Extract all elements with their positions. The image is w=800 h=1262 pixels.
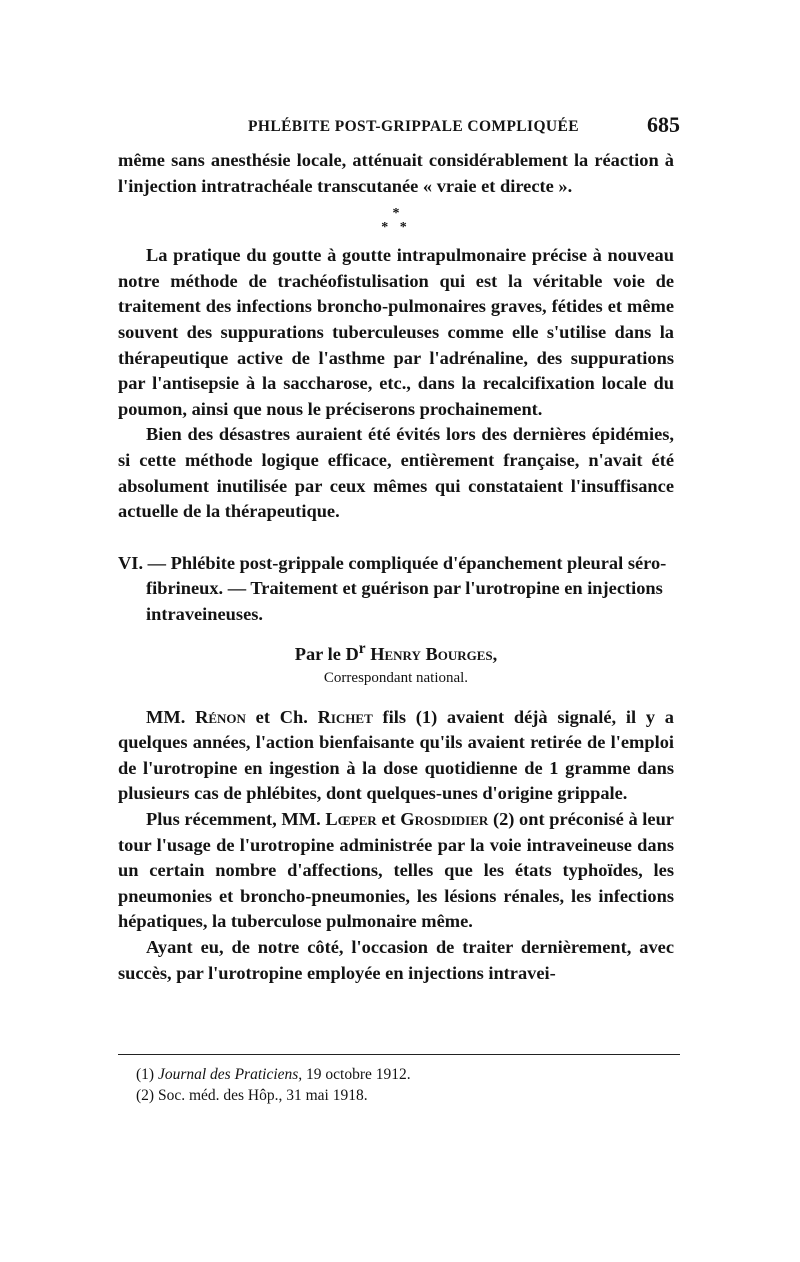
byline-prefix: Par le D: [294, 643, 359, 664]
author-loeper: Lœper: [325, 809, 377, 829]
footnote-1-date: 19 octobre 1912.: [306, 1066, 411, 1083]
paragraph-renon-richet: [118, 705, 674, 807]
paragraph-continuation: même sans anesthésie locale, atténuait considérablement la réaction à l'injection intratrachéale transcutanée « vraie et directe ».: [118, 150, 674, 196]
asterism-top: *: [392, 206, 400, 222]
text-renon-body: fils (1) avaient déjà signalé, il y a quelques années, l'action bienfaisante qu'ils avaient retirée de l'emploi de l'urotropine en ingestion à la dose quotidienne de 1 gramme dans plusieurs cas de phlébites, dont quelques-unes d'origine grippale.: [118, 706, 674, 804]
paragraph-ayant-eu: Ayant eu, de notre côté, l'occasion de traiter dernièrement, avec succès, par l'urotropine employée en injections intravei-: [118, 936, 674, 983]
footnote-1: [136, 1064, 676, 1085]
author-grosdidier: Grosdidier: [400, 809, 489, 829]
text-loeper-body: (2) ont préconisé à leur tour l'usage de l'urotropine administrée par la voie intraveineuse dans un certain nombre d'affections, telles que les états typhoïdes, les pneumonies et broncho-pneumonies, les lésions rénales, les infections hépatiques, la tuberculose pulmonaire même.: [118, 809, 674, 932]
footnote-1-number: (1): [136, 1066, 155, 1083]
running-title: PHLÉBITE POST-GRIPPALE COMPLIQUÉE: [248, 118, 580, 135]
text-et: et: [381, 809, 396, 829]
text-mm: MM.: [146, 706, 186, 727]
footnotes: [136, 1064, 676, 1106]
asterism-separator: [118, 199, 674, 243]
text-plus-recemment: Plus récemment, MM.: [146, 809, 321, 829]
author-role: Correspondant national.: [323, 669, 469, 686]
footnote-2: (2) Soc. méd. des Hôp., 31 mai 1918.: [136, 1087, 368, 1104]
author-renon: Rénon: [195, 706, 246, 727]
author-byline: [118, 636, 674, 667]
paragraph-tracheofistulisation: La pratique du goutte à goutte intrapulmonaire précise à nouveau notre méthode de trachéofistulisation qui est la véritable voie de traitement des infections broncho-pulmonaires graves, fétides et même souvent des suppurations tuberculeuses comme elle s'utilise dans la thérapeutique active de l'asthme par l'adrénaline, des suppurations par l'antisepsie à la saccharose, etc., dans la recalcifixation locale du poumon, ainsi que nous le préciserons prochainement.: [118, 245, 674, 419]
footnote-rule: [118, 1054, 680, 1055]
author-richet: Richet: [317, 706, 373, 727]
paragraph-desastres: Bien des désastres auraient été évités lors des dernières épidémies, si cette méthode logique efficace, entièrement française, n'avait été absolument inutilisée par ceux mêmes qui constataient l'insuffisance actuelle de la thérapeutique.: [118, 424, 674, 522]
page-number: 685: [647, 112, 680, 137]
asterism-bottom: * *: [381, 220, 411, 236]
page-body: [118, 148, 674, 986]
text-et-ch: et Ch.: [255, 706, 308, 727]
byline-superscript: r: [358, 639, 366, 657]
footnote-1-journal: Journal des Praticiens,: [157, 1066, 303, 1083]
author-name: Henry Bourges,: [370, 643, 498, 664]
paragraph-loeper-grosdidier: [118, 807, 674, 935]
running-head: [118, 112, 680, 142]
section-heading: VI. — Phlébite post-grippale compliquée d'épanchement pleural séro-fibrineux. — Traitement et guérison par l'urotropine en injections intraveineuses.: [118, 552, 667, 624]
